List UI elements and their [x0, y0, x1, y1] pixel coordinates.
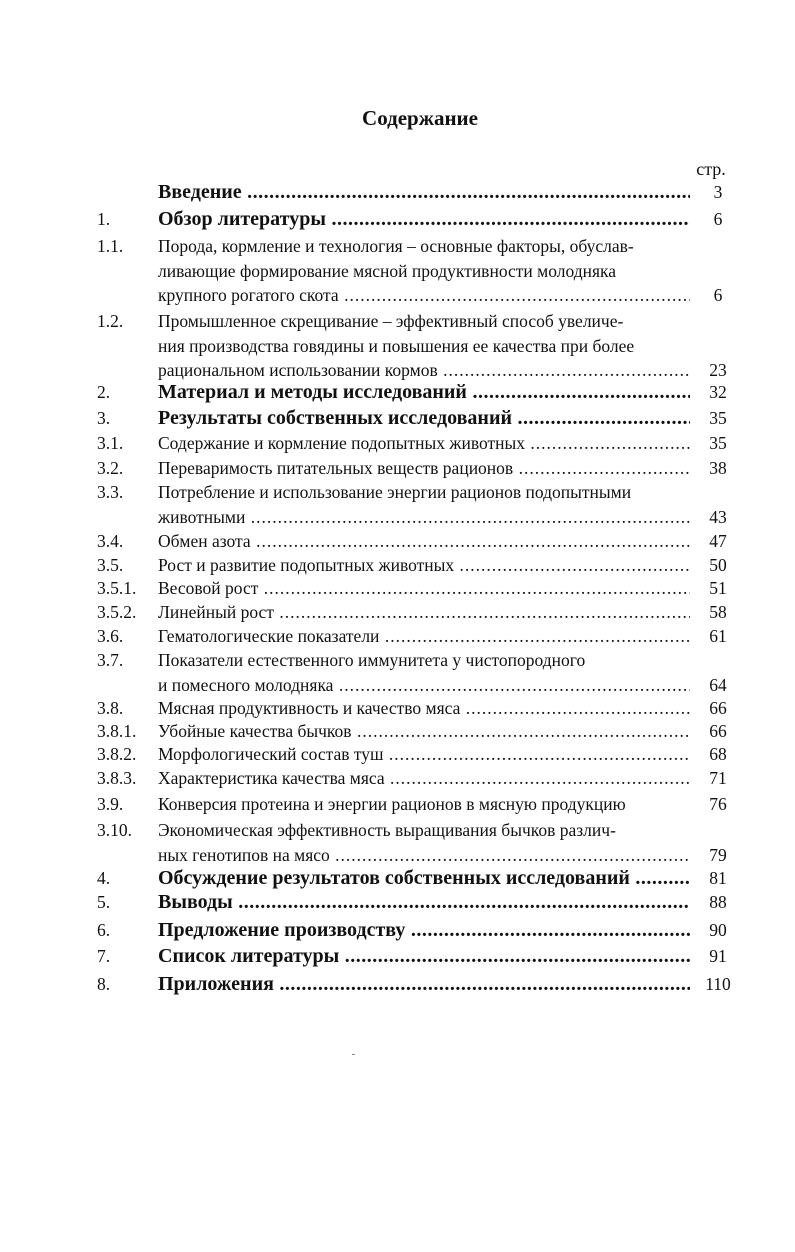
toc-title-line: Результаты собственных исследований .....	[158, 406, 690, 430]
toc-title-line: рациональном использовании кормов .....	[158, 358, 690, 382]
toc-page-number: 71	[709, 768, 727, 788]
toc-number: 3.2.	[97, 458, 124, 478]
toc-page-number: 32	[709, 382, 727, 402]
page-title: Содержание	[362, 106, 478, 130]
toc-page-number: 90	[709, 920, 727, 940]
toc-page-number: 3	[713, 182, 723, 202]
toc-number: 3.5.2.	[97, 602, 137, 622]
toc-title-line: Обзор литературы .....	[158, 207, 690, 231]
toc-number: 3.8.3.	[97, 768, 137, 788]
toc-number: 3.7.	[97, 650, 124, 670]
toc-title-line: Убойные качества бычков .....	[158, 719, 690, 743]
toc-number: 1.1.	[97, 236, 124, 256]
toc-number: 8.	[97, 974, 111, 994]
toc-page-number: 6	[713, 209, 723, 229]
toc-page-number: 38	[709, 458, 727, 478]
toc-title-line: Мясная продуктивность и качество мяса .....	[158, 696, 690, 720]
toc-title-line: Потребление и использование энергии рационов подопытными	[158, 482, 632, 502]
toc-page-number: 47	[709, 531, 727, 551]
toc-page-number: 35	[709, 408, 727, 428]
toc-title-line: Промышленное скрещивание – эффективный способ увеличе-	[158, 311, 624, 331]
toc-page-number: 64	[709, 674, 727, 695]
toc-title-line: крупного рогатого скота .....	[158, 283, 690, 307]
toc-page-number: 81	[709, 868, 727, 888]
toc-title-line: Предложение производству .....	[158, 918, 690, 942]
toc-number: 3.8.2.	[97, 744, 137, 764]
toc-page-number: 6	[713, 285, 723, 305]
toc-number: 7.	[97, 946, 111, 966]
toc-title-line: Список литературы .....	[158, 944, 690, 968]
toc-number: 3.6.	[97, 626, 124, 646]
toc-title-line: Обсуждение результатов собственных исследований .....	[158, 866, 690, 890]
toc-title-line: животными .....	[158, 505, 690, 529]
toc-page-number: 35	[709, 433, 727, 453]
toc-page-number: 66	[709, 721, 727, 741]
toc-title-line: Весовой рост .....	[158, 576, 690, 600]
toc-title-line: Характеристика качества мяса .....	[158, 766, 690, 790]
toc-number: 1.2.	[97, 311, 124, 331]
toc-title-line: Порода, кормление и технология – основные факторы, обуслав-	[158, 236, 634, 256]
toc-title-line: ных генотипов на мясо .....	[158, 843, 690, 867]
toc-page-number: 23	[709, 360, 727, 380]
toc-number: 2.	[97, 382, 111, 402]
toc-number: 1.	[97, 209, 111, 229]
toc-title-line: и помесного молодняка .....	[158, 673, 690, 697]
toc-page-number: 66	[709, 698, 727, 718]
toc-title-line: Экономическая эффективность выращивания бычков различ-	[158, 820, 616, 840]
toc-title-line: Приложения .....	[158, 972, 690, 996]
toc-title-line: ливающие формирование мясной продуктивности молодняка	[158, 260, 617, 281]
toc-page-number: 58	[709, 602, 727, 622]
toc-title-line: ния производства говядины и повышения ее качества при более	[158, 335, 635, 356]
toc-number: 3.8.1.	[97, 721, 137, 741]
toc-number: 3.8.	[97, 698, 124, 718]
toc-title-line: Содержание и кормление подопытных животных .....	[158, 431, 690, 455]
scan-mark	[352, 1054, 355, 1055]
toc-page-number: 91	[709, 946, 727, 966]
toc-title-line: Выводы .....	[158, 890, 690, 914]
toc-number: 3.	[97, 408, 111, 428]
toc-page-number: 88	[709, 892, 727, 912]
toc-page-number: 50	[709, 555, 727, 575]
toc-page-number: 61	[709, 626, 727, 646]
toc-title-line: Материал и методы исследований .....	[158, 380, 690, 404]
toc-title-line: Обмен азота .....	[158, 529, 690, 553]
toc-page-number: 68	[709, 744, 727, 764]
toc-title-line: Показатели естественного иммунитета у чистопородного	[158, 650, 586, 670]
toc-number: 6.	[97, 920, 111, 940]
toc-number: 3.4.	[97, 531, 124, 551]
toc-number: 3.5.	[97, 555, 124, 575]
toc-number: 3.3.	[97, 482, 124, 502]
toc-number: 5.	[97, 892, 111, 912]
toc-page-number: 76	[709, 794, 727, 814]
toc-number: 3.10.	[97, 820, 132, 840]
toc-number: 3.1.	[97, 433, 124, 453]
toc-number: 3.9.	[97, 794, 124, 814]
toc-number: 4.	[97, 868, 111, 888]
page-column-header: стр.	[696, 159, 726, 179]
toc-title-line: Гематологические показатели .....	[158, 624, 690, 648]
toc-title-line: Введение .....	[158, 180, 690, 204]
toc-page-number: 51	[709, 578, 727, 598]
toc-page-number: 110	[705, 974, 731, 994]
toc-title-line: Переваримость питательных веществ рационов .....	[158, 456, 690, 480]
toc-title-line: Конверсия протеина и энергии рационов в мясную продукцию	[158, 794, 626, 814]
toc-title-line: Рост и развитие подопытных животных .....	[158, 553, 690, 577]
toc-title-line: Линейный рост .....	[158, 600, 690, 624]
toc-title-line: Морфологический состав туш .....	[158, 742, 690, 766]
toc-page-number: 79	[709, 844, 727, 865]
toc-number: 3.5.1.	[97, 578, 137, 598]
toc-page-number: 43	[709, 506, 727, 527]
